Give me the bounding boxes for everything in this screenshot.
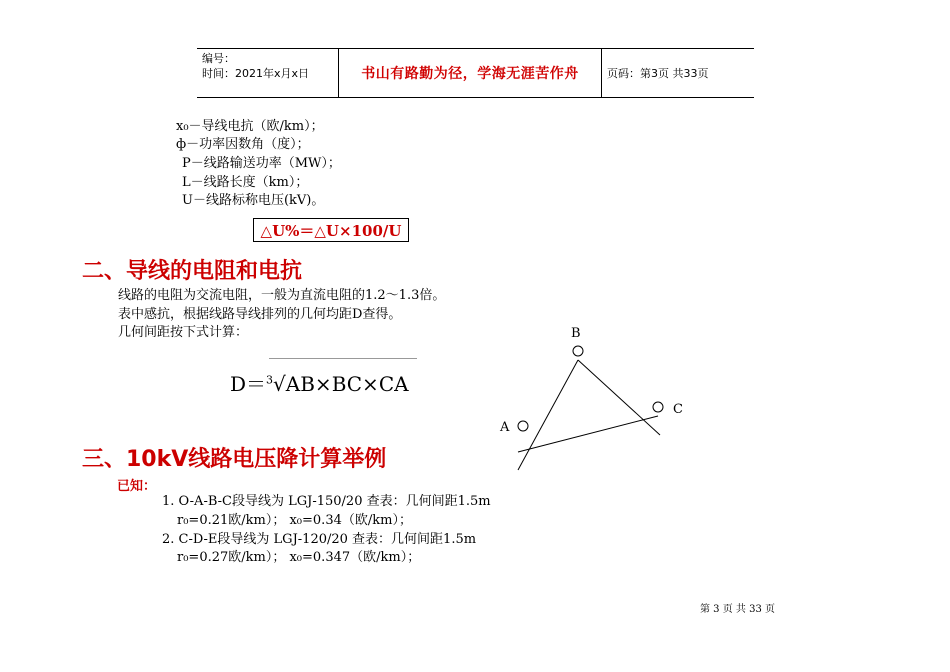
- definition-p: P－线路输送功率（MW）；: [182, 156, 341, 171]
- section2-line3: 几何间距按下式计算：: [118, 325, 249, 340]
- edge-bc: [578, 360, 660, 435]
- label-a: A: [500, 420, 510, 435]
- conductor-triangle-diagram: [490, 320, 700, 480]
- item2-line1: 2. C-D-E段导线为 LGJ-120/20 查表：几何间距1.5m: [162, 532, 477, 547]
- section2-line2: 表中感抗，根据线路导线排列的几何均距D查得。: [118, 307, 402, 322]
- formula-root-index: 3: [266, 373, 274, 387]
- section2-title: 二、导线的电阻和电抗: [82, 259, 303, 284]
- definition-u: U－线路标称电压(kV)。: [182, 193, 325, 208]
- item1-line1: 1. O-A-B-C段导线为 LGJ-150/20 查表：几何间距1.5m: [162, 494, 491, 509]
- definition-phi: ф－功率因数角（度）；: [176, 137, 310, 152]
- geometric-mean-formula: [230, 368, 409, 397]
- page-footer: 第 3 页 共 33 页: [700, 604, 775, 615]
- radical-overline: [269, 358, 417, 359]
- formula-root: √AB×BC×CA: [273, 372, 409, 396]
- definition-l: L－线路长度（km）；: [182, 175, 309, 190]
- conductor-b-circle: [573, 346, 583, 356]
- label-b: B: [571, 326, 581, 341]
- item1-line2: r₀=0.21欧/km）； x₀=0.34（欧/km）；: [177, 513, 412, 528]
- number-label: 编号：: [202, 52, 235, 65]
- conductor-c-circle: [653, 402, 663, 412]
- header-motto-cell: [338, 49, 602, 97]
- known-label: 已知：: [117, 479, 157, 494]
- edge-ca: [518, 416, 658, 452]
- section2-line1: 线路的电阻为交流电阻，一般为直流电阻的1.2～1.3倍。: [118, 288, 446, 303]
- item2-line2: r₀=0.27欧/km）； x₀=0.347（欧/km）；: [177, 550, 421, 565]
- header-info-cell: [197, 49, 338, 97]
- page-label: 页码：第3页 共33页: [607, 66, 709, 80]
- definition-x0: x₀－导线电抗（欧/km）；: [176, 119, 324, 134]
- label-c: C: [673, 402, 683, 417]
- edge-ab: [518, 360, 578, 470]
- formula-lhs: D＝: [230, 372, 267, 396]
- conductor-a-circle: [518, 421, 528, 431]
- page-header: [197, 48, 754, 98]
- motto-text: 书山有路勤为径，学海无涯苦作舟: [361, 66, 579, 82]
- voltage-drop-formula: △U%＝△U×100/U: [253, 218, 409, 242]
- section3-title: 三、10kV线路电压降计算举例: [82, 447, 387, 472]
- time-label: 时间：2021年x月x日: [202, 67, 310, 80]
- header-page-cell: [601, 49, 754, 97]
